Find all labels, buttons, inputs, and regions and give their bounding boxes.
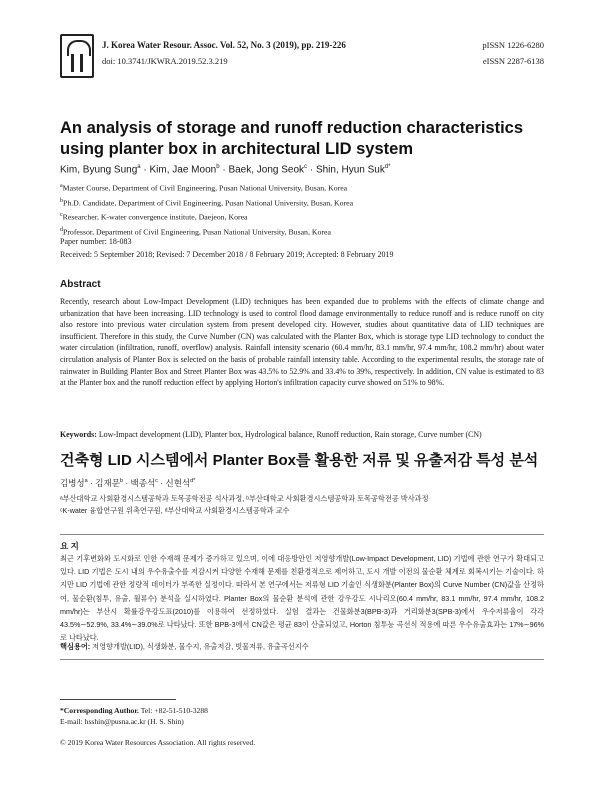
paper-number: Paper number: 18-083 <box>60 237 132 246</box>
corresponding-tel: Tel: +82-51-510-3288 <box>140 706 208 715</box>
affiliation: $^c$Researcher, K-water convergence institute, Daejeon, Korea <box>60 212 248 222</box>
affiliation: $^a$Master Course, Department of Civil Engineering, Pusan National University, Busan, Korea <box>60 183 348 193</box>
abstract-text: Recently, research about Low-Impact Development (LID) techniques has been expanded due to problems with the effects of climate change and urbanization that have been increasing. LID technology is used to control flood damage environmentally to reduce runoff and is reduce runoff on city also restore into previous water circulation system from present developed city. However, studies about quantitative data of LID techniques are insufficient. Therefore in this study, the Curve Number (CN) was calculated with the Planter Box, which is storage type LID technology to conduct the water circulation (infiltration, runoff, overflow) analysis. Rainfall intensity scenario (60.4 mm/hr, 83.1 mm/hr, 97.4 mm/hr, 108.2 mm/hr) about water circulation analysis of Planter Box is selected on the basis of probable rainfall intensity table. According to the experimental results, the storage rate of rainwater in Building Planter Box and Street Planter Box was 43.5% to 52.9% and 33.4% to 39%, respectively. In addition, CN value is estimated to 83 at the Planter box and the runoff reduction effect by applying Horton's infiltration capacity curve showed on 51% to 98%. <box>60 297 544 388</box>
summary-text: 최근 기후변화와 도시화로 인한 수재해 문제가 증가하고 있으며, 이에 대응방안인 저영향개발(Low-Impact Development, LID) 기법에 관한 연구가 확대되고 있다. LID 기법은 도시 내의 우수유출수를 저감시켜 다양한 수재해 문제를 친환경적으로 제어하고, 도시 개발 이전의 물순환 체계로 회복시키는 기술이다. 하지만 LID 기법에 관한 정량적 데이터가 부족한 실정이다. 따라서 본 연구에서는 저류형 LID 기술인 식생화분(Planter Box)의 Curve Number (CN)값을 산정하여, 물순환(침투, 유출, 월류수) 분석을 실시하였다. Planter Box의 물순환 분석에 관한 강우강도 시나리오(60.4 mm/hr, 83.1 mm/hr, 97.4 mm/hr, 108.2 mm/hr)는 부산시 확률강우강도표(2010)를 이용하여 선정하였다. 실험 결과는 건물화분3(BPB-3)과 거리화분3(SPB-3)에서 우수저류율이 각각 43.5%∼52.9%, 33.4%∼39.0%로 나타났다. 또한 BPB-3에서 CN값은 평균 83이 산출되었고, Horton 침투능 곡선식 적용에 따른 우수유출효과는 17%∼96%로 나타났다. <box>60 554 544 643</box>
affiliation: ᶜK-water 융합연구원 위촉연구원, ᵈ부산대학교 사회환경시스템공학과 교수 <box>60 506 290 515</box>
author-list-korean: 김병성$^a$ · 김재문$^b$ · 백종석$^c$ · 신현석$^{d*}$ <box>60 478 196 488</box>
keywords-list: 저영향개발(LID), 식생화분, 물수지, 유출저감, 빗물저류, 유출곡선지수 <box>92 642 309 651</box>
journal-citation: J. Korea Water Resour. Assoc. Vol. 52, No. 3 (2019), pp. 219-226 <box>102 40 346 50</box>
author-mark: a <box>137 164 141 170</box>
author-name: 신현석 <box>165 478 191 488</box>
author-mark: b <box>216 164 220 170</box>
author-name: 백종석 <box>130 478 156 488</box>
affiliation: $^b$Ph.D. Candidate, Department of Civil Engineering, Pusan National University, Busan, Korea <box>60 197 354 208</box>
paper-title-korean: 건축형 LID 시스템에서 Planter Box를 활용한 저류 및 유출저감 특성 분석 <box>60 452 539 469</box>
abstract-heading: Abstract <box>60 279 101 290</box>
footnote-rule <box>60 699 176 700</box>
affiliations-english <box>60 180 550 238</box>
received-dates: Received: 5 September 2018; Revised: 7 December 2018 / 8 February 2019; Accepted: 8 February 2019 <box>60 250 394 259</box>
eissn: eISSN 2287-6138 <box>482 56 544 66</box>
author-name: Shin, Hyun Suk <box>315 164 385 176</box>
copyright-notice: © 2019 Korea Water Resources Association. All rights reserved. <box>60 738 256 747</box>
pissn: pISSN 1226-6280 <box>482 40 544 50</box>
author-list-english: Kim, Byung Sung$^a$ · Kim, Jae Moon$^b$ · Baek, Jong Seok$^c$ · Shin, Hyun Suk$^{d*}$ <box>60 164 391 176</box>
keywords-korean <box>60 642 544 652</box>
author-mark: c <box>304 164 308 170</box>
author-name: Baek, Jong Seok <box>228 164 305 176</box>
paper-title-english: An analysis of storage and runoff reduction characteristics using planter box in architectural LID system <box>60 119 524 158</box>
summary-bottom-rule <box>60 659 544 660</box>
keywords-label: Keywords: <box>60 430 97 439</box>
author-name: Kim, Jae Moon <box>149 164 217 176</box>
summary-top-rule <box>60 534 544 535</box>
journal-logo <box>60 34 94 78</box>
summary-heading: 요 지 <box>60 541 79 551</box>
corresponding-label: *Corresponding Author. <box>60 706 139 715</box>
doi-link[interactable]: doi: 10.3741/JKWRA.2019.52.3.219 <box>102 56 228 66</box>
author-name: Kim, Byung Sung <box>60 164 138 176</box>
keywords-list: Low-Impact development (LID), Planter box, Hydrological balance, Runoff reduction, Rain storage, Curve number (CN) <box>98 430 482 439</box>
corresponding-author <box>60 705 208 727</box>
affiliation: $^d$Professor, Department of Civil Engineering, Pusan National University, Busan, Korea <box>60 226 331 237</box>
author-name: 김병성 <box>60 478 85 488</box>
journal-header <box>60 34 544 90</box>
corresponding-email[interactable]: E-mail: hsshin@pusna.ac.kr (H. S. Shin) <box>60 717 184 726</box>
affiliation: ᵃ부산대학교 사회환경시스템공학과 토목공학전공 석사과정, ᵇ부산대학교 사회환경시스템공학과 토목공학전공 박사과정 <box>60 494 429 503</box>
affiliations-korean <box>60 493 550 517</box>
author-name: 김재문 <box>95 478 120 488</box>
keywords-english <box>60 429 544 441</box>
author-mark: d* <box>384 164 391 170</box>
keywords-label: 핵심용어: <box>60 642 91 651</box>
